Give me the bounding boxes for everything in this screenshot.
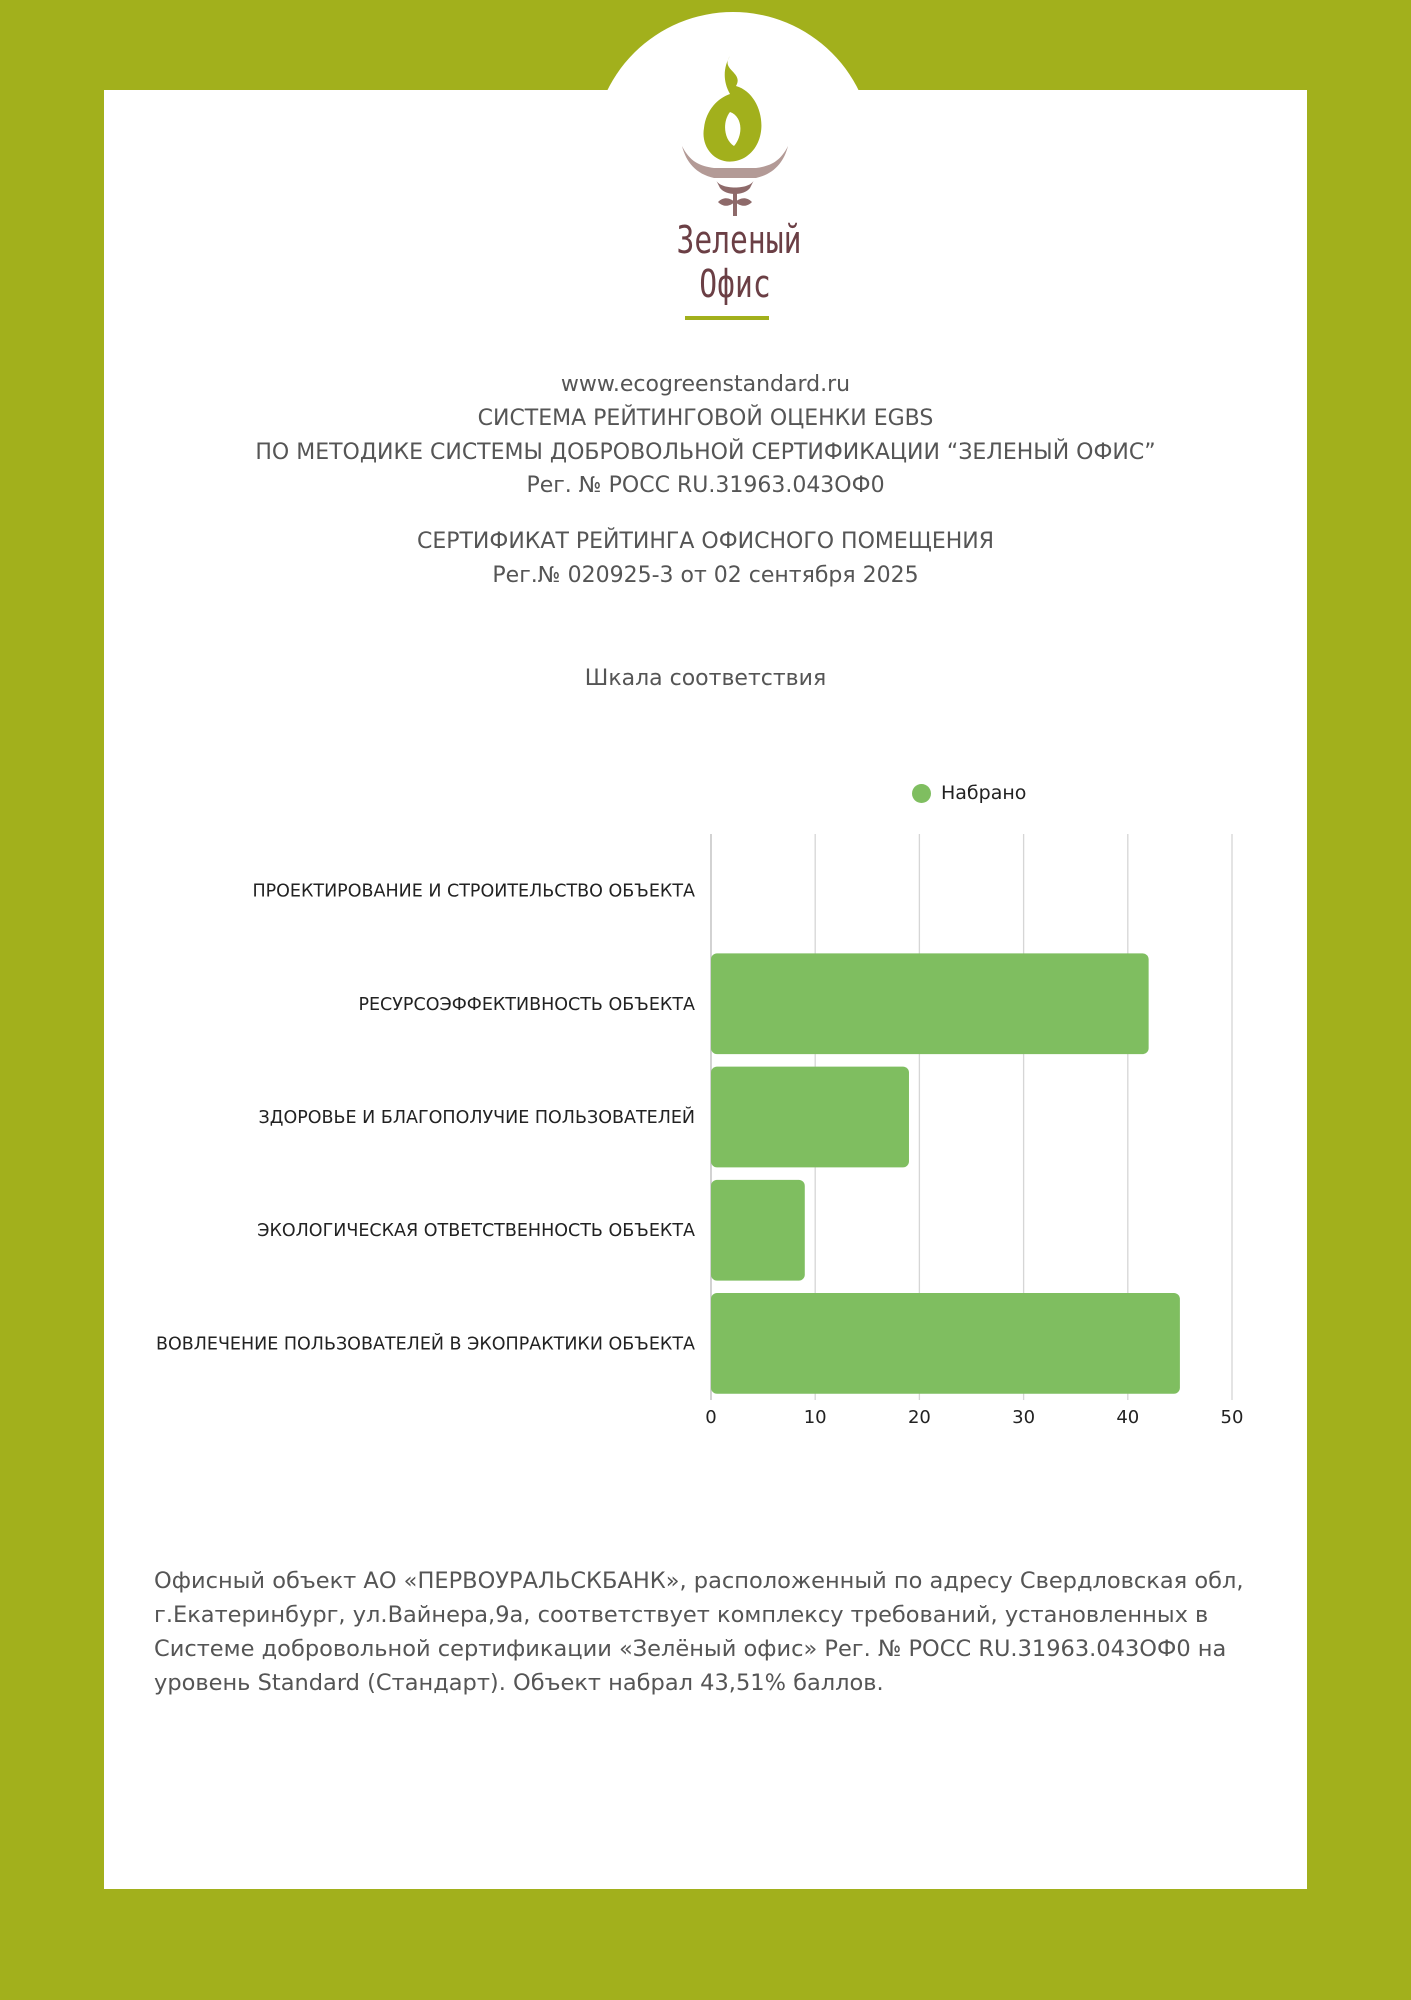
x-tick-label: 10 bbox=[803, 1407, 827, 1428]
category-label: РЕСУРСОЭФФЕКТИВНОСТЬ ОБЪЕКТА bbox=[358, 994, 695, 1015]
bar bbox=[711, 1067, 909, 1168]
x-tick-label: 20 bbox=[907, 1407, 931, 1428]
x-tick-label: 0 bbox=[705, 1407, 717, 1428]
category-label: ЗДОРОВЬЕ И БЛАГОПОЛУЧИЕ ПОЛЬЗОВАТЕЛЕЙ bbox=[258, 1108, 695, 1128]
site-url: www.ecogreenstandard.ru bbox=[560, 372, 851, 397]
bar bbox=[711, 953, 1149, 1054]
certificate-title: СЕРТИФИКАТ РЕЙТИНГА ОФИСНОГО ПОМЕЩЕНИЯ bbox=[416, 529, 995, 554]
category-label: ЭКОЛОГИЧЕСКАЯ ОТВЕТСТВЕННОСТЬ ОБЪЕКТА bbox=[257, 1221, 695, 1242]
x-tick-label: 50 bbox=[1220, 1407, 1244, 1428]
logo-text-line1: Зеленый bbox=[676, 218, 802, 262]
logo-text-line2: Офис bbox=[699, 262, 771, 306]
certificate-reg: Рег.№ 020925-3 от 02 сентября 2025 bbox=[492, 563, 919, 588]
system-title: СИСТЕМА РЕЙТИНГОВОЙ ОЦЕНКИ EGBS bbox=[477, 406, 934, 431]
bar bbox=[711, 1293, 1180, 1394]
chart-title: Шкала соответствия bbox=[584, 666, 827, 691]
x-tick-label: 40 bbox=[1116, 1407, 1140, 1428]
legend-label: Набрано bbox=[941, 782, 1027, 804]
category-label: ПРОЕКТИРОВАНИЕ И СТРОИТЕЛЬСТВО ОБЪЕКТА bbox=[252, 881, 695, 902]
category-label: ВОВЛЕЧЕНИЕ ПОЛЬЗОВАТЕЛЕЙ В ЭКОПРАКТИКИ ОБЪЕКТА bbox=[155, 1334, 695, 1355]
bar bbox=[711, 1180, 805, 1281]
conclusion-paragraph: Офисный объект АО «ПЕРВОУРАЛЬСКБАНК», расположенный по адресу Свердловская обл, г.Екатеринбург, ул.Вайнера,9а, соответствует комплексу требований, установленных в Системе добровольной сертификации «Зелёный офис» Рег. № РОСС RU.31963.043ОФ0 на уровень Standard (Стандарт). Объект набрал 43,51% баллов. bbox=[154, 1568, 1244, 1696]
method-title: ПО МЕТОДИКЕ СИСТЕМЫ ДОБРОВОЛЬНОЙ СЕРТИФИКАЦИИ “ЗЕЛЕНЫЙ ОФИС” bbox=[255, 440, 1156, 465]
registration-number: Рег. № РОСС RU.31963.043ОФ0 bbox=[526, 473, 885, 498]
x-tick-label: 30 bbox=[1012, 1407, 1036, 1428]
